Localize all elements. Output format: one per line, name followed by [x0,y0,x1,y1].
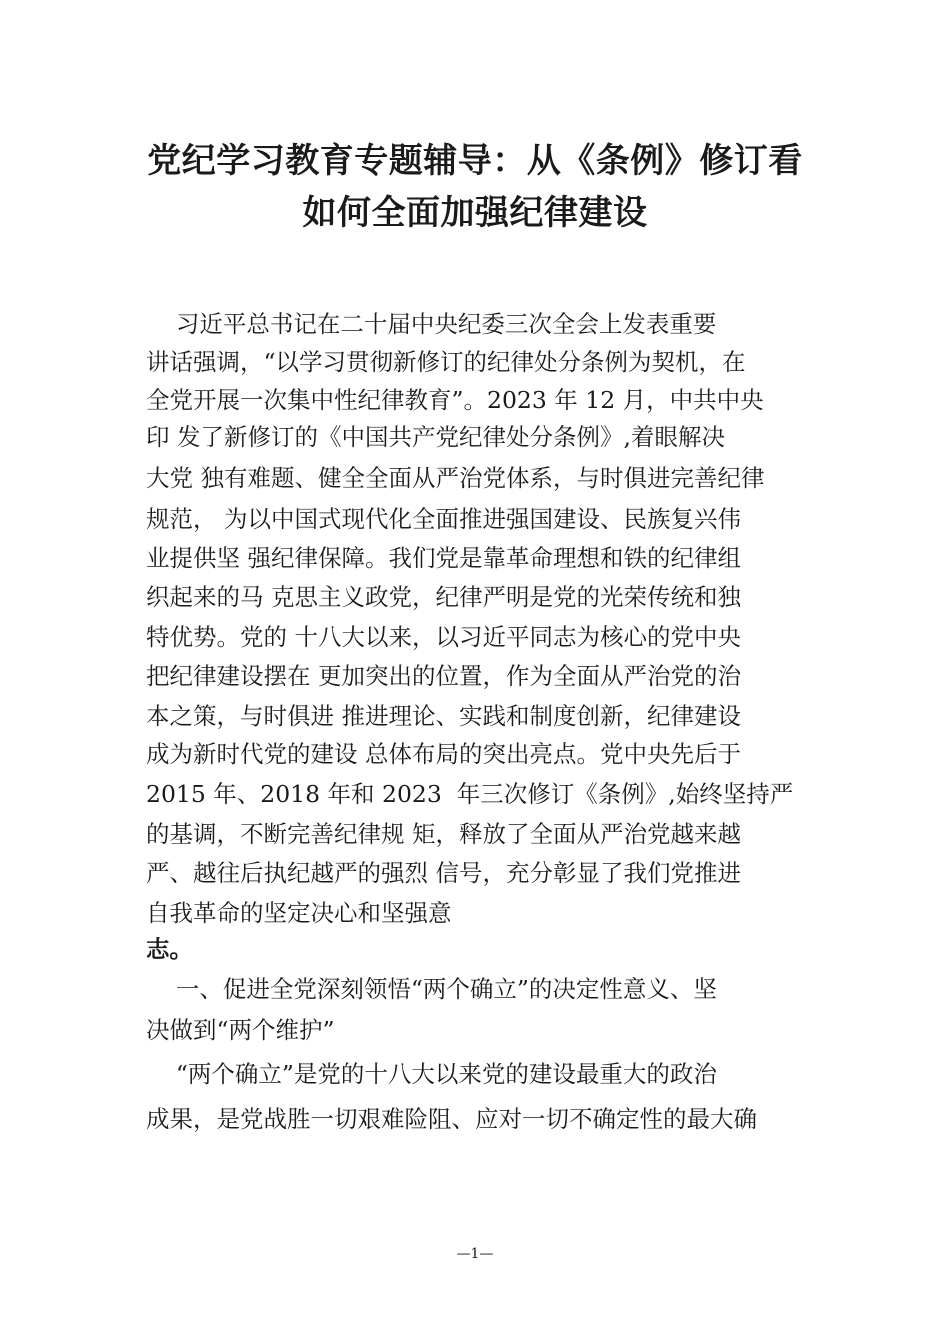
body-line-2: 讲话强调，“以学习贯彻新修订的纪律处分条例为契机，在 [146,348,746,376]
body-line-9: 特优势。党的 十八大以来，以习近平同志为核心的党中央 [146,623,741,651]
document-title-line-2: 如何全面加强纪律建设 [302,193,648,233]
body-line-11: 本之策，与时俱进 推进理论、实践和制度创新，纪律建设 [146,702,741,730]
body-line-8: 织起来的马 克思主义政党，纪律严明是党的光荣传统和独 [146,583,741,611]
section-heading-line-1: 一、促进全党深刻领悟“两个确立”的决定性意义、坚 [146,975,717,1003]
body-line-6: 规范， 为以中国式现代化全面推进强国建设、民族复兴伟 [146,505,741,533]
document-title-line-1: 党纪学习教育专题辅导：从《条例》修订看 [147,141,803,181]
body-line-1: 习近平总书记在二十届中央纪委三次全会上发表重要 [146,310,717,338]
body-line-15: 严、越往后执纪越严的强烈 信号，充分彰显了我们党推进 [146,859,741,887]
body-line-14: 的基调，不断完善纪律规 矩，释放了全面从严治党越来越 [146,820,741,848]
body-line-17: 志。 [146,935,193,963]
body-line-12: 成为新时代党的建设 总体布局的突出亮点。党中央先后于 [146,740,741,768]
body-line-19: 成果，是党战胜一切艰难险阻、应对一切不确定性的最大确 [146,1105,757,1133]
body-line-13: 2015 年、2018 年和 2023 年三次修订《条例》,始终坚持严 [146,780,794,808]
page-number: —1— [456,1246,494,1262]
body-line-5: 大党 独有难题、健全全面从严治党体系，与时俱进完善纪律 [146,464,765,492]
section-heading-line-2: 决做到“两个维护” [146,1016,335,1044]
body-line-16: 自我革命的坚定决心和坚强意 [146,899,452,927]
body-line-3: 全党开展一次集中性纪律教育”。2023 年 12 月，中共中央 [146,386,764,414]
body-line-18: “两个确立”是党的十八大以来党的建设最重大的政治 [146,1060,717,1088]
body-line-10: 把纪律建设摆在 更加突出的位置，作为全面从严治党的治 [146,662,741,690]
body-line-4: 印 发了新修订的《中国共产党纪律处分条例》,着眼解决 [146,423,725,451]
body-line-7: 业提供坚 强纪律保障。我们党是靠革命理想和铁的纪律组 [146,544,741,572]
